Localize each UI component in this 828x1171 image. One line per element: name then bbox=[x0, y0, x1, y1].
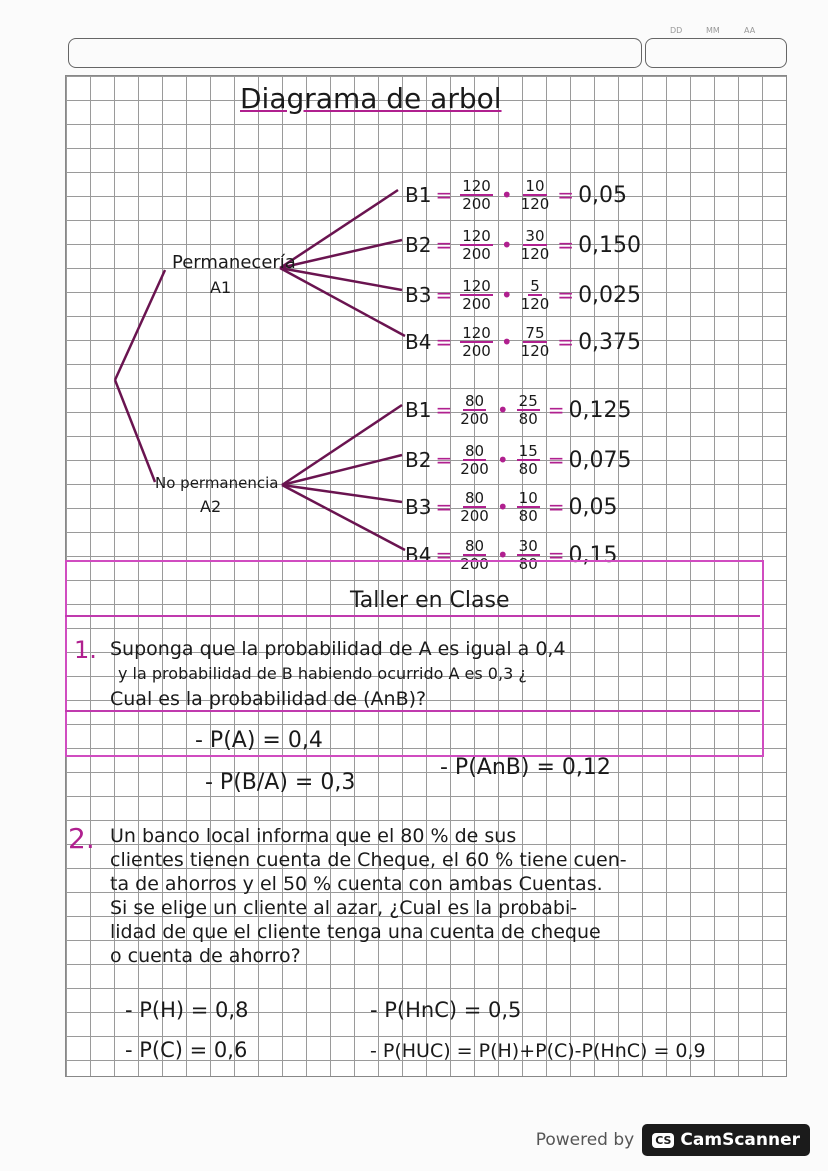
q2-answer-ph: - P(H) = 0,8 bbox=[125, 998, 249, 1022]
denominator: 200 bbox=[460, 507, 489, 525]
numerator: 10 bbox=[525, 177, 545, 195]
taller-title: Taller en Clase bbox=[350, 588, 510, 613]
numerator: 30 bbox=[518, 537, 538, 555]
node-a2-sub: A2 bbox=[200, 497, 222, 516]
numerator: 120 bbox=[462, 277, 491, 295]
fraction-first bbox=[460, 178, 493, 212]
denominator: 120 bbox=[520, 195, 550, 213]
node-a1-label: Permanecería bbox=[172, 252, 296, 273]
numerator: 80 bbox=[464, 442, 485, 460]
equals-sign: = bbox=[435, 448, 453, 472]
denominator: 200 bbox=[460, 410, 489, 428]
result-value: 0,125 bbox=[568, 397, 632, 423]
date-label-day: DD bbox=[670, 26, 683, 35]
numerator: 120 bbox=[462, 324, 491, 342]
denominator: 80 bbox=[518, 410, 538, 428]
equals-sign: = bbox=[547, 398, 565, 422]
q1-line-2: y la probabilidad de B habiendo ocurrido A es 0,3 ¿ bbox=[118, 664, 527, 683]
numerator: 80 bbox=[464, 392, 485, 410]
equals-sign: = bbox=[435, 543, 453, 567]
equals-sign: = bbox=[557, 330, 575, 354]
equals-sign: = bbox=[435, 398, 453, 422]
equals-sign: = bbox=[435, 495, 453, 519]
denominator: 80 bbox=[518, 555, 538, 573]
numerator: 80 bbox=[464, 537, 485, 555]
times-dot: • bbox=[500, 330, 513, 354]
tree-row bbox=[405, 393, 632, 427]
fraction-second bbox=[517, 443, 540, 477]
fraction-first bbox=[460, 443, 489, 477]
result-value: 0,15 bbox=[568, 542, 618, 568]
tree-row bbox=[405, 278, 641, 312]
times-dot: • bbox=[496, 495, 509, 519]
result-value: 0,075 bbox=[568, 447, 632, 473]
fraction-second bbox=[521, 178, 550, 212]
denominator: 80 bbox=[518, 460, 538, 478]
camscanner-watermark bbox=[536, 1124, 810, 1156]
branch-a1 bbox=[115, 270, 165, 380]
event-label: B3 bbox=[405, 283, 432, 307]
divider bbox=[65, 710, 760, 712]
tree-row bbox=[405, 325, 641, 359]
q2-line: lidad de que el cliente tenga una cuenta de cheque bbox=[110, 921, 601, 943]
times-dot: • bbox=[500, 233, 513, 257]
equals-sign: = bbox=[547, 543, 565, 567]
times-dot: • bbox=[500, 183, 513, 207]
denominator: 200 bbox=[460, 555, 489, 573]
equals-sign: = bbox=[557, 183, 575, 207]
numerator: 120 bbox=[462, 227, 491, 245]
branch-a2-b2 bbox=[282, 455, 402, 485]
event-label: B4 bbox=[405, 330, 432, 354]
tree-row bbox=[405, 178, 627, 212]
result-value: 0,150 bbox=[578, 232, 642, 258]
denominator: 200 bbox=[462, 295, 491, 313]
node-a2-label: No permanencia bbox=[155, 474, 279, 492]
q2-answer-phuc: - P(HUC) = P(H)+P(C)-P(HnC) = 0,9 bbox=[370, 1040, 706, 1062]
tree-row bbox=[405, 443, 632, 477]
q2-line: o cuenta de ahorro? bbox=[110, 945, 301, 967]
fraction-second bbox=[521, 325, 550, 359]
denominator: 200 bbox=[462, 245, 491, 263]
numerator: 80 bbox=[464, 489, 485, 507]
branch-a1-b2 bbox=[280, 240, 402, 268]
numerator: 5 bbox=[530, 277, 540, 295]
equals-sign: = bbox=[435, 233, 453, 257]
branch-a2 bbox=[115, 380, 155, 482]
node-a1-sub: A1 bbox=[210, 278, 232, 297]
numerator: 25 bbox=[518, 392, 538, 410]
q1-line-3: Cual es la probabilidad de (AnB)? bbox=[110, 688, 427, 710]
denominator: 200 bbox=[462, 195, 491, 213]
date-label-year: AA bbox=[744, 26, 756, 35]
tree-row bbox=[405, 490, 618, 524]
event-label: B1 bbox=[405, 398, 432, 422]
event-label: B2 bbox=[405, 448, 432, 472]
event-label: B4 bbox=[405, 543, 432, 567]
branch-a2-b1 bbox=[282, 405, 402, 485]
divider bbox=[65, 615, 760, 617]
denominator: 120 bbox=[520, 245, 550, 263]
result-value: 0,05 bbox=[578, 182, 628, 208]
times-dot: • bbox=[496, 448, 509, 472]
date-label-month: MM bbox=[706, 26, 720, 35]
equals-sign: = bbox=[547, 448, 565, 472]
q2-line: clientes tienen cuenta de Cheque, el 60 % tiene cuen- bbox=[110, 849, 627, 871]
equals-sign: = bbox=[435, 330, 453, 354]
times-dot: • bbox=[496, 543, 509, 567]
equals-sign: = bbox=[557, 283, 575, 307]
fraction-first bbox=[460, 490, 489, 524]
event-label: B3 bbox=[405, 495, 432, 519]
denominator: 200 bbox=[460, 460, 489, 478]
q1-number: 1. bbox=[74, 636, 97, 664]
result-value: 0,05 bbox=[568, 494, 618, 520]
branch-a1-b1 bbox=[280, 190, 398, 268]
camscanner-logo bbox=[642, 1124, 810, 1156]
page-title: Diagrama de arbol bbox=[240, 82, 502, 115]
q1-answer-pa: - P(A) = 0,4 bbox=[195, 728, 323, 753]
denominator: 120 bbox=[520, 295, 550, 313]
numerator: 15 bbox=[518, 442, 538, 460]
equals-sign: = bbox=[557, 233, 575, 257]
numerator: 30 bbox=[525, 227, 545, 245]
q1-answer-panb: - P(AnB) = 0,12 bbox=[440, 755, 611, 780]
camscanner-brand: CamScanner bbox=[680, 1130, 800, 1150]
q1-answer-pba: - P(B/A) = 0,3 bbox=[205, 770, 356, 795]
q1-line-1: Suponga que la probabilidad de A es igual a 0,4 bbox=[110, 638, 566, 660]
q2-line: Un banco local informa que el 80 % de sus bbox=[110, 825, 517, 847]
q2-answer-pc: - P(C) = 0,6 bbox=[125, 1038, 248, 1062]
q2-number: 2. bbox=[68, 822, 95, 855]
fraction-second bbox=[517, 393, 540, 427]
fraction-first bbox=[460, 393, 489, 427]
times-dot: • bbox=[500, 283, 513, 307]
fraction-second bbox=[521, 228, 550, 262]
equals-sign: = bbox=[435, 183, 453, 207]
fraction-second bbox=[517, 490, 540, 524]
times-dot: • bbox=[496, 398, 509, 422]
powered-by-text: Powered by bbox=[535, 1130, 635, 1150]
camscanner-icon: CS bbox=[652, 1133, 674, 1148]
event-label: B1 bbox=[405, 183, 432, 207]
denominator: 120 bbox=[520, 342, 550, 360]
tree-row bbox=[405, 228, 641, 262]
fraction-second bbox=[521, 278, 550, 312]
denominator: 200 bbox=[462, 342, 491, 360]
result-value: 0,025 bbox=[578, 282, 642, 308]
q2-line: Si se elige un cliente al azar, ¿Cual es la probabi- bbox=[110, 897, 578, 919]
q2-text bbox=[110, 824, 627, 968]
fraction-first bbox=[460, 325, 493, 359]
fraction-first bbox=[460, 228, 493, 262]
equals-sign: = bbox=[435, 283, 453, 307]
denominator: 80 bbox=[518, 507, 538, 525]
equals-sign: = bbox=[547, 495, 565, 519]
numerator: 10 bbox=[518, 489, 538, 507]
fraction-first bbox=[460, 278, 493, 312]
q2-line: ta de ahorros y el 50 % cuenta con ambas Cuentas. bbox=[110, 873, 603, 895]
numerator: 120 bbox=[462, 177, 491, 195]
numerator: 75 bbox=[525, 324, 545, 342]
result-value: 0,375 bbox=[578, 329, 642, 355]
q2-answer-phnc: - P(HnC) = 0,5 bbox=[370, 998, 522, 1022]
event-label: B2 bbox=[405, 233, 432, 257]
